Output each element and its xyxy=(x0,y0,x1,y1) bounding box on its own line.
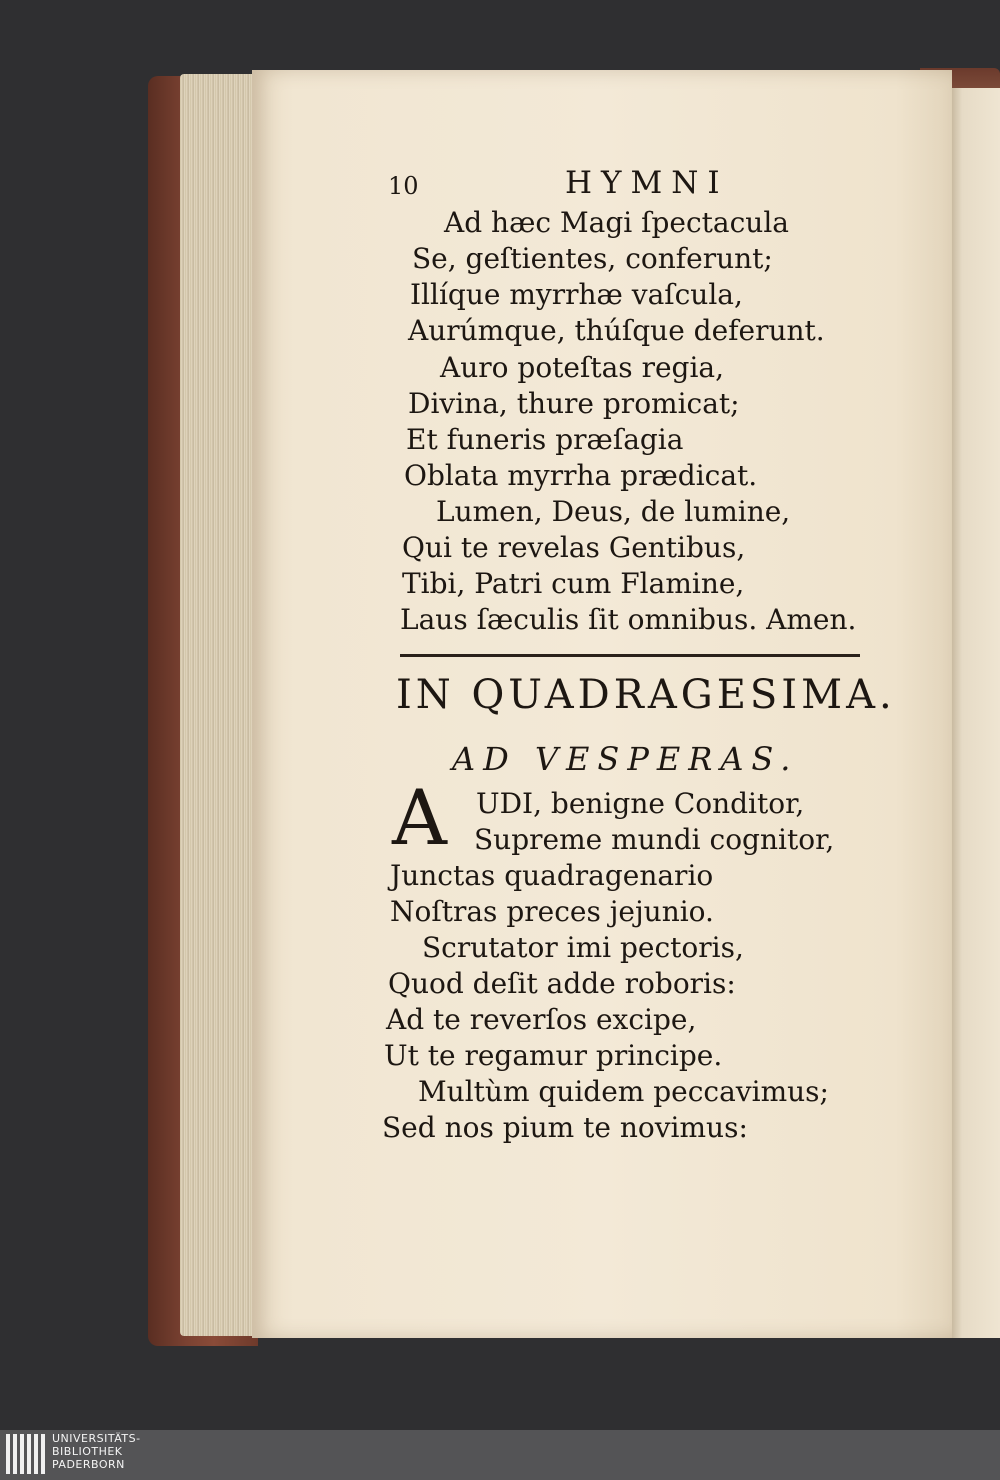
verse-line: Et funeris præſagia xyxy=(406,423,684,456)
verse-line: Supreme mundi cognitor, xyxy=(474,823,835,856)
section-title: IN QUADRAGESIMA. xyxy=(396,672,896,718)
verse-line: Scrutator imi pectoris, xyxy=(422,931,744,964)
verse-line: Lumen, Deus, de lumine, xyxy=(436,495,791,528)
verse-line: Ad hæc Magi ſpectacula xyxy=(444,206,789,239)
verse-line: Ad te reverſos excipe, xyxy=(386,1003,697,1036)
verse-line: Sed nos pium te novimus: xyxy=(382,1111,748,1144)
section-subtitle: AD VESPERAS. xyxy=(452,740,799,778)
running-head: HYMNI xyxy=(565,165,729,201)
verse-line: Aurúmque, thúſque deferunt. xyxy=(408,314,825,347)
facing-page-edge xyxy=(946,88,1000,1338)
library-footer-bar xyxy=(0,1430,1000,1480)
verse-line: Quod deſit adde roboris: xyxy=(388,967,736,1000)
library-name xyxy=(52,1432,141,1471)
library-name-line: PADERBORN xyxy=(52,1458,125,1471)
verse-line: Oblata myrrha prædicat. xyxy=(404,459,758,492)
verse-line: Noſtras preces jejunio. xyxy=(390,895,714,928)
library-name-line: UNIVERSITÄTS- xyxy=(52,1432,141,1445)
verse-line: Illíque myrrhæ vaſcula, xyxy=(410,278,743,311)
verse-line: Junctas quadragenario xyxy=(390,859,714,892)
drop-cap: A xyxy=(392,773,447,862)
verse-line: Qui te revelas Gentibus, xyxy=(402,531,746,564)
verse-line: Se, geſtientes, conferunt; xyxy=(412,242,773,275)
section-divider-rule xyxy=(400,654,860,657)
library-name-line: BIBLIOTHEK xyxy=(52,1445,123,1458)
verse-line: Tibi, Patri cum Flamine, xyxy=(402,567,745,600)
verse-line: UDI, benigne Conditor, xyxy=(476,787,805,820)
verse-line: Auro poteſtas regia, xyxy=(440,351,725,384)
library-logo-icon xyxy=(6,1434,46,1474)
verse-line: Ut te regamur principe. xyxy=(384,1039,723,1072)
page-number: 10 xyxy=(388,172,419,200)
verse-line: Divina, thure promicat; xyxy=(408,387,740,420)
verse-line: Multùm quidem peccavimus; xyxy=(418,1075,829,1108)
verse-line: Laus ſæculis ſit omnibus. Amen. xyxy=(400,603,857,636)
